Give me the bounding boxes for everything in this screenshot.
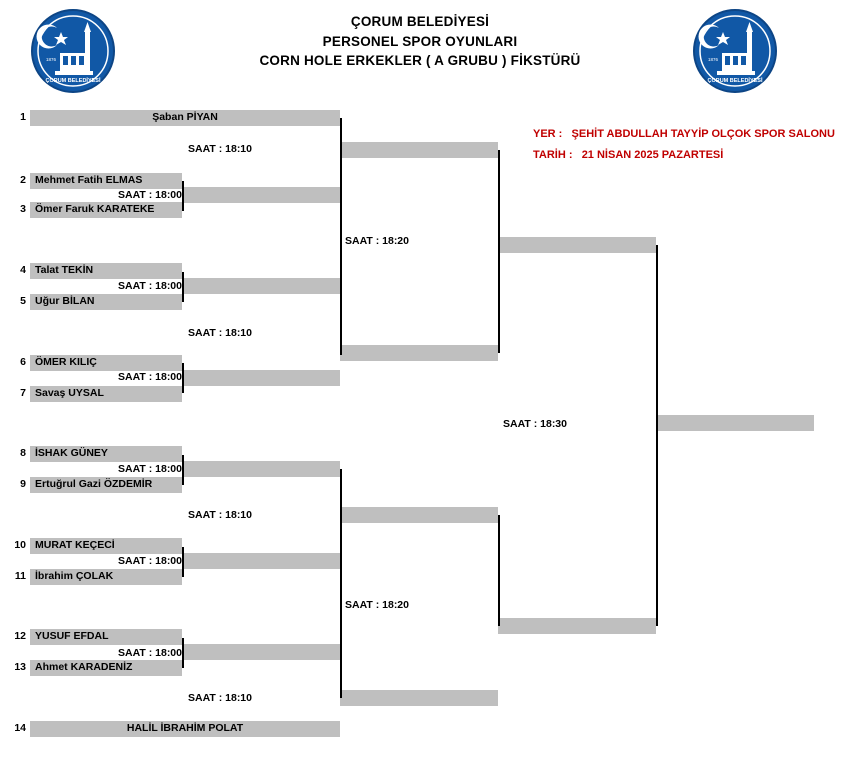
player-name: Ömer Faruk KARATEKE: [35, 203, 155, 215]
seed-number: 11: [14, 570, 26, 582]
bracket-connector: [340, 515, 342, 698]
seed-number: 4: [20, 264, 26, 276]
player-name: Savaş UYSAL: [35, 387, 104, 399]
player-name: Talat TEKİN: [35, 264, 94, 276]
player-name: Şaban PİYAN: [152, 111, 218, 123]
bracket-connector: [182, 363, 184, 393]
seed-number: 10: [14, 539, 26, 551]
bracket-slot-round1: [30, 386, 182, 402]
bracket-slot-round1: [30, 721, 340, 737]
bracket-slot-round1: [30, 446, 182, 462]
match-time-label: SAAT : 18:30: [503, 418, 567, 430]
venue-place-label: YER :: [533, 128, 563, 140]
player-name: Ahmet KARADENİZ: [35, 661, 133, 673]
match-time-label: SAAT : 18:00: [118, 463, 182, 475]
bracket-connector: [656, 245, 658, 423]
seed-number: 9: [20, 478, 26, 490]
match-time-label: SAAT : 18:00: [118, 189, 182, 201]
venue-date-row: [533, 145, 835, 166]
svg-text:1876: 1876: [707, 57, 719, 62]
seed-number: 2: [20, 174, 26, 186]
bracket-slot-round1: [30, 294, 182, 310]
bracket-slot-round4: [498, 237, 656, 253]
svg-text:ÇORUM BELEDİYESİ: ÇORUM BELEDİYESİ: [707, 78, 763, 84]
bracket-slot-round2: [182, 461, 340, 477]
bracket-connector: [182, 638, 184, 668]
seed-number: 13: [14, 661, 26, 673]
player-name: Mehmet Fatih ELMAS: [35, 174, 143, 186]
match-time-label: SAAT : 18:10: [188, 692, 252, 704]
svg-text:1876: 1876: [45, 57, 57, 62]
player-name: HALİL İBRAHİM POLAT: [126, 722, 244, 734]
bracket-slot-round2: [182, 553, 340, 569]
player-name: MURAT KEÇECİ: [35, 539, 115, 551]
match-time-label: SAAT : 18:00: [118, 280, 182, 292]
seed-number: 12: [14, 630, 26, 642]
bracket-connector: [182, 181, 184, 211]
venue-date-label: TARİH :: [533, 148, 573, 161]
bracket-slot-round3: [340, 142, 498, 158]
bracket-slot-round2: [182, 278, 340, 294]
bracket-connector: [182, 272, 184, 302]
seed-number: 6: [20, 356, 26, 368]
venue-info: [533, 124, 835, 166]
bracket-connector: [182, 547, 184, 577]
match-time-label: SAAT : 18:10: [188, 327, 252, 339]
svg-text:ÇORUM BELEDİYESİ: ÇORUM BELEDİYESİ: [45, 78, 101, 84]
bracket-slot-round1: [30, 538, 182, 554]
player-name: Uğur BİLAN: [35, 295, 95, 307]
corum-belediyesi-logo-right: [692, 8, 778, 94]
match-time-label: SAAT : 18:00: [118, 371, 182, 383]
match-time-label: SAAT : 18:10: [188, 509, 252, 521]
bracket-slot-round1: [30, 477, 182, 493]
match-time-label: SAAT : 18:20: [345, 599, 409, 611]
venue-place-row: [533, 124, 835, 145]
bracket-slot-round3: [340, 507, 498, 523]
player-name: Ertuğrul Gazi ÖZDEMİR: [35, 478, 153, 490]
seed-number: 5: [20, 295, 26, 307]
player-name: İSHAK GÜNEY: [35, 447, 108, 459]
seed-number: 1: [20, 111, 26, 123]
bracket-slot-round1: [30, 660, 182, 676]
bracket-connector: [182, 455, 184, 485]
match-time-label: SAAT : 18:20: [345, 235, 409, 247]
match-time-label: SAAT : 18:10: [188, 143, 252, 155]
bracket-slot-round2: [182, 644, 340, 660]
bracket-slot-round2: [182, 187, 340, 203]
bracket-connector: [498, 150, 500, 353]
title-line-fixture: CORN HOLE ERKEKLER ( A GRUBU ) FİKSTÜRÜ: [259, 53, 581, 69]
bracket-connector: [340, 469, 342, 515]
bracket-slot-round4: [498, 618, 656, 634]
player-name: YUSUF EFDAL: [35, 630, 109, 642]
seed-number: 8: [20, 447, 26, 459]
bracket-slot-round1: [30, 110, 340, 126]
seed-number: 14: [14, 722, 26, 734]
match-time-label: SAAT : 18:00: [118, 555, 182, 567]
bracket-slot-round3: [340, 345, 498, 361]
bracket-slot-round1: [30, 263, 182, 279]
bracket-slot-round1: [30, 173, 182, 189]
bracket-slot-round3: [340, 690, 498, 706]
page-title: [150, 12, 690, 71]
bracket-connector: [340, 118, 342, 196]
match-time-label: SAAT : 18:00: [118, 647, 182, 659]
bracket-connector: [340, 195, 342, 355]
seed-number: 3: [20, 203, 26, 215]
bracket-connector: [656, 423, 658, 626]
bracket-slot-round2: [182, 370, 340, 386]
bracket-slot-final: [656, 415, 814, 431]
bracket-slot-round1: [30, 629, 182, 645]
title-line-event: PERSONEL SPOR OYUNLARI: [322, 33, 518, 49]
player-name: İbrahim ÇOLAK: [35, 570, 114, 582]
venue-place-value: ŞEHİT ABDULLAH TAYYİP OLÇOK SPOR SALONU: [571, 128, 835, 140]
bracket-connector: [498, 515, 500, 626]
bracket-slot-round1: [30, 569, 182, 585]
seed-number: 7: [20, 387, 26, 399]
player-name: ÖMER KILIÇ: [35, 356, 97, 368]
title-line-organization: ÇORUM BELEDİYESİ: [350, 14, 490, 29]
venue-date-value: 21 NİSAN 2025 PAZARTESİ: [581, 148, 724, 161]
bracket-slot-round1: [30, 355, 182, 371]
corum-belediyesi-logo-left: [30, 8, 116, 94]
bracket-slot-round1: [30, 202, 182, 218]
